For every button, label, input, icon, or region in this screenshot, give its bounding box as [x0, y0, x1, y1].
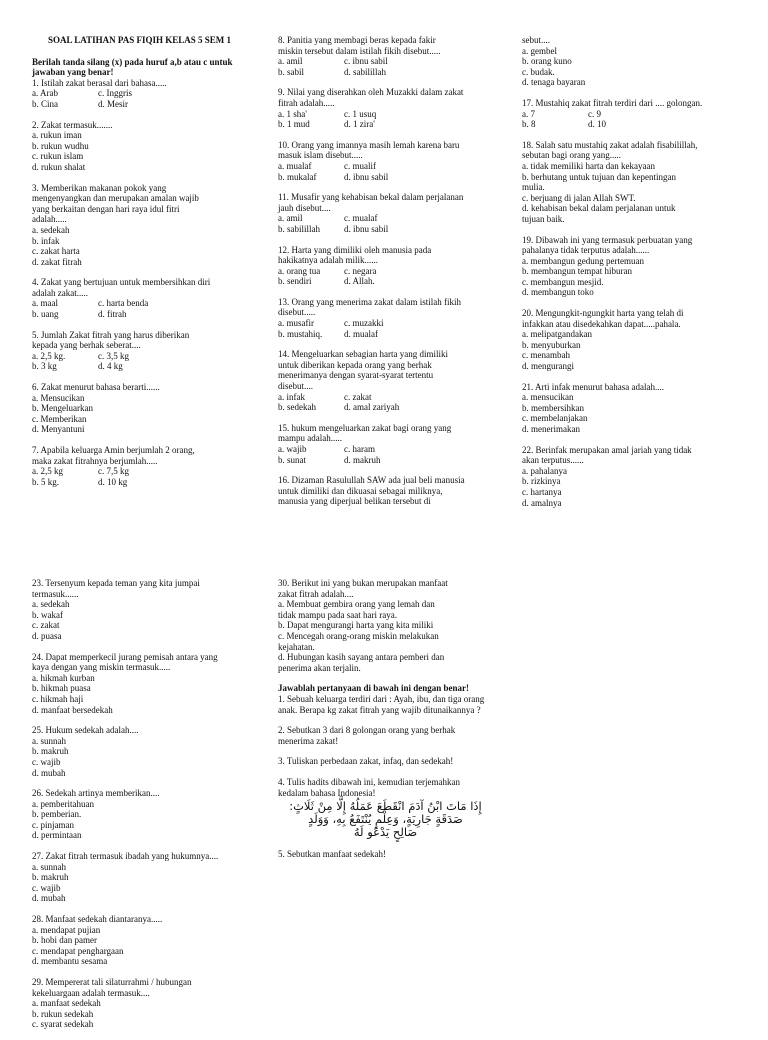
question-30 [278, 578, 493, 673]
option: d. makruh [344, 454, 381, 465]
option: b. sabil [278, 66, 304, 77]
essay-item-5 [278, 849, 493, 860]
question-stem: adalah zakat..... [32, 287, 88, 298]
question-15 [278, 423, 493, 465]
option: c. 7,5 kg [98, 466, 129, 477]
option: c. Mencegah orang-orang miskin melakukan [278, 630, 439, 641]
option: c. mendapat penghargaan [32, 945, 124, 956]
instruction-line: jawaban yang benar! [32, 67, 114, 78]
question-18 [522, 140, 737, 225]
option: c. negara [344, 265, 377, 276]
question-29 [32, 977, 247, 1030]
option: c. 9 [588, 108, 601, 119]
option: d. mubah [32, 893, 66, 904]
question-stem: disebut..... [278, 307, 316, 318]
question-4 [32, 277, 247, 319]
question-26 [32, 788, 247, 841]
option: b. hobi dan pamer [32, 935, 97, 946]
question-7 [32, 445, 247, 487]
essay-line: 4. Tulis hadits dibawah ini, kemudian terjemahkan [278, 776, 460, 787]
option: d. Allah. [344, 276, 375, 287]
option: penerima akan terjalin. [278, 662, 361, 673]
option-row [278, 109, 493, 120]
option: d. mengurangi [522, 361, 574, 372]
option: a. 1 sha' [278, 108, 307, 119]
option-row [278, 213, 493, 224]
option: a. gembel [522, 45, 557, 56]
question-stem: kaya dengan yang miskin termasuk..... [32, 662, 171, 673]
option: c. syarat sedekah [32, 1019, 94, 1030]
option: b. Mengeluarkan [32, 403, 93, 414]
option: c. mualif [344, 160, 376, 171]
option: a. 2,5 kg. [32, 350, 66, 361]
option: c. hartanya [522, 486, 562, 497]
question-stem: 9. Nilai yang diserahkan oleh Muzakki dalam zakat [278, 87, 464, 98]
option-row [32, 466, 247, 477]
question-17 [522, 98, 737, 130]
option: a. mendapat pujian [32, 924, 101, 935]
option: b. Dapat mengurangi harta yang kita miliki [278, 620, 434, 631]
option: b. membangun tempat hiburan [522, 266, 632, 277]
option: a. Membuat gembira orang yang lemah dan [278, 599, 435, 610]
option: c. hikmah haji [32, 693, 84, 704]
option-row [278, 67, 493, 78]
arabic-line: إِذَا مَاتَ ابْنُ آدَمَ انْقَطَعَ عَمَلُهُ إِلَّا مِنْ ثَلَاثٍ: [289, 799, 482, 814]
option-row [278, 329, 493, 340]
essay-line: 3. Tuliskan perbedaan zakat, infaq, dan sedekah! [278, 756, 454, 767]
question-stem: hakikatnya adalah milik...... [278, 255, 378, 266]
option: d. 4 kg [98, 361, 123, 372]
question-stem: 11. Musafir yang kehabisan bekal dalam perjalanan [278, 192, 464, 203]
question-stem: masuk islam disebut..... [278, 150, 363, 161]
question-stem: 19. Dibawah ini yang termasuk perbuatan yang [522, 234, 693, 245]
option: c. menambah [522, 350, 570, 361]
option: d. ibnu sabil [344, 171, 389, 182]
option: d. amalnya [522, 497, 562, 508]
essay-line: 2. Sebutkan 3 dari 8 golongan orang yang berhak [278, 725, 456, 736]
option: b. Cina [32, 98, 58, 109]
question-5 [32, 330, 247, 372]
option: b. 1 mud [278, 119, 310, 130]
option-row [278, 392, 493, 403]
option-row [32, 477, 247, 488]
option: d. permintaan [32, 830, 82, 841]
option: c. pinjaman [32, 819, 74, 830]
question-14 [278, 349, 493, 413]
question-27 [32, 851, 247, 904]
option: b. mukalaf [278, 171, 317, 182]
question-stem: pahalanya tidak terputus adalah...... [522, 245, 650, 256]
column-3-top [522, 35, 737, 518]
option: b. makruh [32, 746, 69, 757]
option: b. wakaf [32, 609, 63, 620]
option-row [32, 361, 247, 372]
column-1-top [32, 35, 247, 497]
option: b. sendiri [278, 276, 312, 287]
question-stem: sebutan bagi orang yang..... [522, 150, 621, 161]
option: a. pahalanya [522, 465, 567, 476]
question-stem: akan terputus...... [522, 455, 584, 466]
option: c. mualaf [344, 213, 378, 224]
option: b. pemberian. [32, 809, 82, 820]
option: c. membangun mesjid. [522, 276, 604, 287]
question-3 [32, 183, 247, 268]
question-stem: 27. Zakat fitrah termasuk ibadah yang hukumnya.... [32, 851, 219, 862]
option: c. wajib [32, 756, 61, 767]
option: a. Mensucikan [32, 392, 85, 403]
question-stem: sebut.... [522, 35, 550, 45]
option: a. infak [278, 391, 305, 402]
option: a. Arab [32, 88, 58, 99]
option: c. berjuang di jalan Allah SWT. [522, 192, 636, 203]
column-2-top [278, 35, 493, 517]
essay-line: 5. Sebutkan manfaat sedekah! [278, 849, 386, 860]
option-row [32, 88, 247, 99]
question-stem: untuk dimiliki dan dikuasai sebagai miliknya, [278, 485, 443, 496]
option: b. rizkinya [522, 476, 561, 487]
question-stem: kepada yang berhak seberat.... [32, 340, 141, 351]
essay-line: 1. Sebuah keluarga terdiri dari : Ayah, ibu, dan tiga orang [278, 693, 485, 704]
option: a. sunnah [32, 735, 66, 746]
option-row [278, 402, 493, 413]
option: c. Memberikan [32, 413, 87, 424]
option: d. amal zariyah [344, 402, 400, 413]
option: d. manfaat bersedekah [32, 704, 113, 715]
question-stem: 4. Zakat yang bertujuan untuk membersihkan diri [32, 277, 211, 288]
option: c. haram [344, 444, 375, 454]
question-stem: menerimanya dengan syarat-syarat tertentu [278, 370, 434, 381]
option-row [522, 119, 737, 130]
essay-line: anak. Berapa kg zakat fitrah yang wajib ditunaikannya ? [278, 704, 481, 715]
option: b. 3 kg [32, 361, 57, 372]
page-title: SOAL LATIHAN PAS FIQIH KELAS 5 SEM 1 [48, 35, 231, 45]
option: b. membersihkan [522, 402, 584, 413]
question-28 [32, 914, 247, 967]
question-stem: 25. Hukum sedekah adalah.... [32, 725, 139, 736]
option: a. manfaat sedekah [32, 998, 101, 1009]
option: a. membangun gedung pertemuan [522, 255, 644, 266]
essay-item-2 [278, 725, 493, 746]
question-stem: 16. Dizaman Rasulullah SAW ada jual beli manusia [278, 475, 465, 486]
question-9 [278, 87, 493, 129]
option: a. mualaf [278, 160, 312, 171]
option-row [32, 309, 247, 320]
question-13 [278, 297, 493, 339]
option: d. Hubungan kasih sayang antara pemberi dan [278, 652, 445, 663]
option: b. orang kuno [522, 56, 572, 67]
question-stem: 3. Memberikan makanan pokok yang [32, 182, 167, 193]
question-stem: 10. Orang yang imannya masih lemah karena baru [278, 139, 460, 150]
question-stem: 15. hukum mengeluarkan zakat bagi orang yang [278, 422, 452, 433]
option: a. wajib [278, 444, 307, 454]
option: b. sunat [278, 454, 306, 465]
option: d. rukun shalat [32, 161, 86, 172]
essay-item-3 [278, 756, 493, 767]
option-row [32, 99, 247, 110]
question-stem: 17. Mustahiq zakat fitrah terdiri dari .... golongan. [522, 97, 703, 108]
option: c. muzakki [344, 318, 384, 329]
option-row [32, 298, 247, 309]
option: b. rukun sedekah [32, 1008, 94, 1019]
question-stem: 1. Istilah zakat berasal dari bahasa..... [32, 77, 167, 88]
option: a. pemberitahuan [32, 798, 94, 809]
option: d. ibnu sabil [344, 223, 389, 234]
option-row [278, 161, 493, 172]
option: d. tenaga bayaran [522, 77, 586, 88]
option: c. membelanjakan [522, 413, 588, 424]
question-11 [278, 192, 493, 234]
option: a. tidak memiliki harta dan kekayaan [522, 160, 655, 171]
option: a. hikmah kurban [32, 672, 95, 683]
hadith-arabic-text [278, 800, 493, 839]
question-stem: manusia yang diperjual belikan tersebut di [278, 496, 431, 507]
option: d. zakat fitrah [32, 256, 82, 267]
question-19 [522, 235, 737, 299]
option: a. musafir [278, 318, 314, 329]
option: d. 10 kg [98, 476, 128, 487]
option: d. membantu sesama [32, 956, 108, 967]
option-row [278, 172, 493, 183]
question-stem: 20. Mengungkit-ngungkit harta yang telah di [522, 308, 684, 319]
arabic-line: صَالِحٍ يَدْعُو لَهُ [353, 825, 418, 840]
option: kejahatan. [278, 641, 315, 652]
question-stem: 18. Salah satu mustahiq zakat adalah fisabilillah, [522, 139, 698, 150]
option: d. 10 [588, 119, 606, 130]
question-stem: miskin tersebut dalam istilah fikih disebut..... [278, 45, 441, 56]
option: d. kehabisan bekal dalam perjalanan untuk [522, 203, 676, 214]
option: a. sedekah [32, 224, 70, 235]
essay-line: menerima zakat! [278, 735, 339, 746]
question-stem: 5. Jumlah Zakat fitrah yang harus diberikan [32, 329, 190, 340]
question-stem: fitrah adalah..... [278, 97, 335, 108]
option: d. puasa [32, 630, 62, 641]
option: c. zakat [344, 391, 372, 402]
option: a. 2,5 kg [32, 466, 63, 477]
question-stem: 14. Mengeluarkan sebagian harta yang dimiliki [278, 349, 448, 360]
question-16-continued [522, 35, 737, 88]
option-row [278, 444, 493, 455]
question-stem: adalah..... [32, 214, 67, 225]
essay-item-4 [278, 777, 493, 798]
option: a. 7 [522, 108, 535, 119]
option: c. zakat [32, 620, 60, 631]
question-stem: kekeluargaan adalah termasuk.... [32, 987, 150, 998]
question-stem: 8. Panitia yang membagi beras kepada fakir [278, 35, 436, 45]
option: d. membangun toko [522, 287, 594, 298]
question-stem: 6. Zakat menurut bahasa berarti...... [32, 382, 160, 393]
question-stem: 21. Arti infak menurut bahasa adalah.... [522, 381, 664, 392]
option: a. orang tua [278, 265, 321, 276]
question-6 [32, 382, 247, 435]
option-row [522, 109, 737, 120]
question-2 [32, 120, 247, 173]
question-stem: 24. Dapat memperkecil jurang pemisah antara yang [32, 651, 218, 662]
question-stem: 29. Mempererat tali silaturrahmi / hubungan [32, 977, 192, 987]
question-stem: maka zakat fitrahnya berjumlah..... [32, 455, 158, 466]
question-1 [32, 78, 247, 110]
question-stem: 23. Tersenyum kepada teman yang kita jumpai [32, 578, 200, 588]
question-10 [278, 140, 493, 182]
essay-line: kedalam bahasa Indonesia! [278, 787, 376, 798]
option: c. budak. [522, 66, 555, 77]
option: b. rukun wudhu [32, 140, 89, 151]
option: c. rukun islam [32, 151, 84, 162]
option: b. 8 [522, 119, 536, 130]
question-16 [278, 475, 493, 507]
option: d. mubah [32, 767, 66, 778]
column-1-bottom [32, 578, 247, 1040]
arabic-line: صَدَقَةٍ جَارِيَةٍ، وَعِلْمٍ يُنْتَفَعُ بِهِ، وَوَلَدٍ [308, 812, 463, 827]
option-row [32, 351, 247, 362]
option-row [278, 318, 493, 329]
question-stem: disebut.... [278, 381, 313, 392]
option: tidak mampu pada saat hari raya. [278, 609, 397, 620]
option: c. 1 usuq [344, 108, 377, 119]
option: b. berhutang untuk tujuan dan kepentingan [522, 171, 676, 182]
question-stem: untuk diberikan kepada orang yang berhak [278, 359, 432, 370]
option: c. harta benda [98, 298, 149, 309]
option: d. Menyantuni [32, 424, 85, 435]
option: c. Inggris [98, 88, 132, 99]
instruction-line: Berilah tanda silang (x) pada huruf a,b atau c untuk [32, 56, 233, 67]
question-stem: termasuk...... [32, 588, 79, 599]
option: b. sedekah [278, 402, 316, 413]
option: d. sabilillah [344, 66, 386, 77]
option: d. fitrah [98, 309, 127, 320]
essay-heading: Jawablah pertanyaan di bawah ini dengan benar! [278, 683, 470, 694]
question-12 [278, 245, 493, 287]
column-2-bottom [278, 578, 493, 870]
question-stem: 28. Manfaat sedekah diantaranya..... [32, 914, 163, 925]
option: b. makruh [32, 872, 69, 883]
option-row [278, 119, 493, 130]
question-25 [32, 725, 247, 778]
option-row [278, 455, 493, 466]
option-row [278, 224, 493, 235]
option: a. sunnah [32, 861, 66, 872]
option: b. menyuburkan [522, 339, 581, 350]
question-20 [522, 308, 737, 372]
option: b. infak [32, 235, 60, 246]
option: b. mustahiq. [278, 328, 323, 339]
option: c. ibnu sabil [344, 56, 388, 67]
option: a. mensucikan [522, 392, 574, 403]
option: d. mualaf [344, 328, 378, 339]
option: b. sabilillah [278, 223, 320, 234]
question-22 [522, 445, 737, 509]
question-21 [522, 382, 737, 435]
question-stem: zakat fitrah adalah.... [278, 588, 354, 599]
question-stem: infakkan atau disedekahkan dapat.....pahala. [522, 318, 681, 329]
option: b. uang [32, 309, 59, 320]
question-24 [32, 652, 247, 716]
option: a. melipatgandakan [522, 329, 592, 340]
question-stem: mengenyangkan dan merupakan amalan wajib [32, 193, 199, 204]
option-row [278, 266, 493, 277]
question-23 [32, 578, 247, 642]
option: d. 1 zira' [344, 119, 375, 130]
question-stem: yang berkaitan dengan hari raya idul fitri [32, 203, 180, 214]
option: a. amil [278, 213, 303, 224]
option: a. rukun iman [32, 130, 82, 141]
question-stem: 12. Harta yang dimiliki oleh manusia pada [278, 244, 432, 255]
question-stem: 26. Sedekah artinya memberikan.... [32, 788, 160, 799]
option: c. zakat harta [32, 246, 80, 257]
option: b. 5 kg. [32, 476, 59, 487]
option-row [278, 56, 493, 67]
option: c. wajib [32, 882, 61, 893]
question-stem: 2. Zakat termasuk....... [32, 119, 113, 130]
question-stem: 22. Berinfak merupakan amal jariah yang tidak [522, 444, 692, 455]
option: a. sedekah [32, 599, 70, 610]
option: a. amil [278, 56, 303, 67]
option-row [278, 276, 493, 287]
option: d. menerimakan [522, 424, 580, 434]
option: a. maal [32, 298, 58, 309]
question-stem: 30. Berikut ini yang bukan merupakan manfaat [278, 578, 448, 588]
question-stem: 7. Apabila keluarga Amin berjumlah 2 orang, [32, 445, 195, 455]
question-stem: mampu adalah..... [278, 433, 342, 444]
question-stem: 13. Orang yang menerima zakat dalam istilah fikih [278, 296, 461, 307]
question-stem: jauh disebut.... [278, 202, 331, 213]
essay-item-1 [278, 694, 493, 715]
option: d. Mesir [98, 98, 128, 109]
option: b. hikmah puasa [32, 683, 91, 694]
option: mulia. [522, 182, 545, 193]
option: tujuan baik. [522, 213, 565, 224]
option: c. 3,5 kg [98, 350, 129, 361]
question-8 [278, 35, 493, 77]
